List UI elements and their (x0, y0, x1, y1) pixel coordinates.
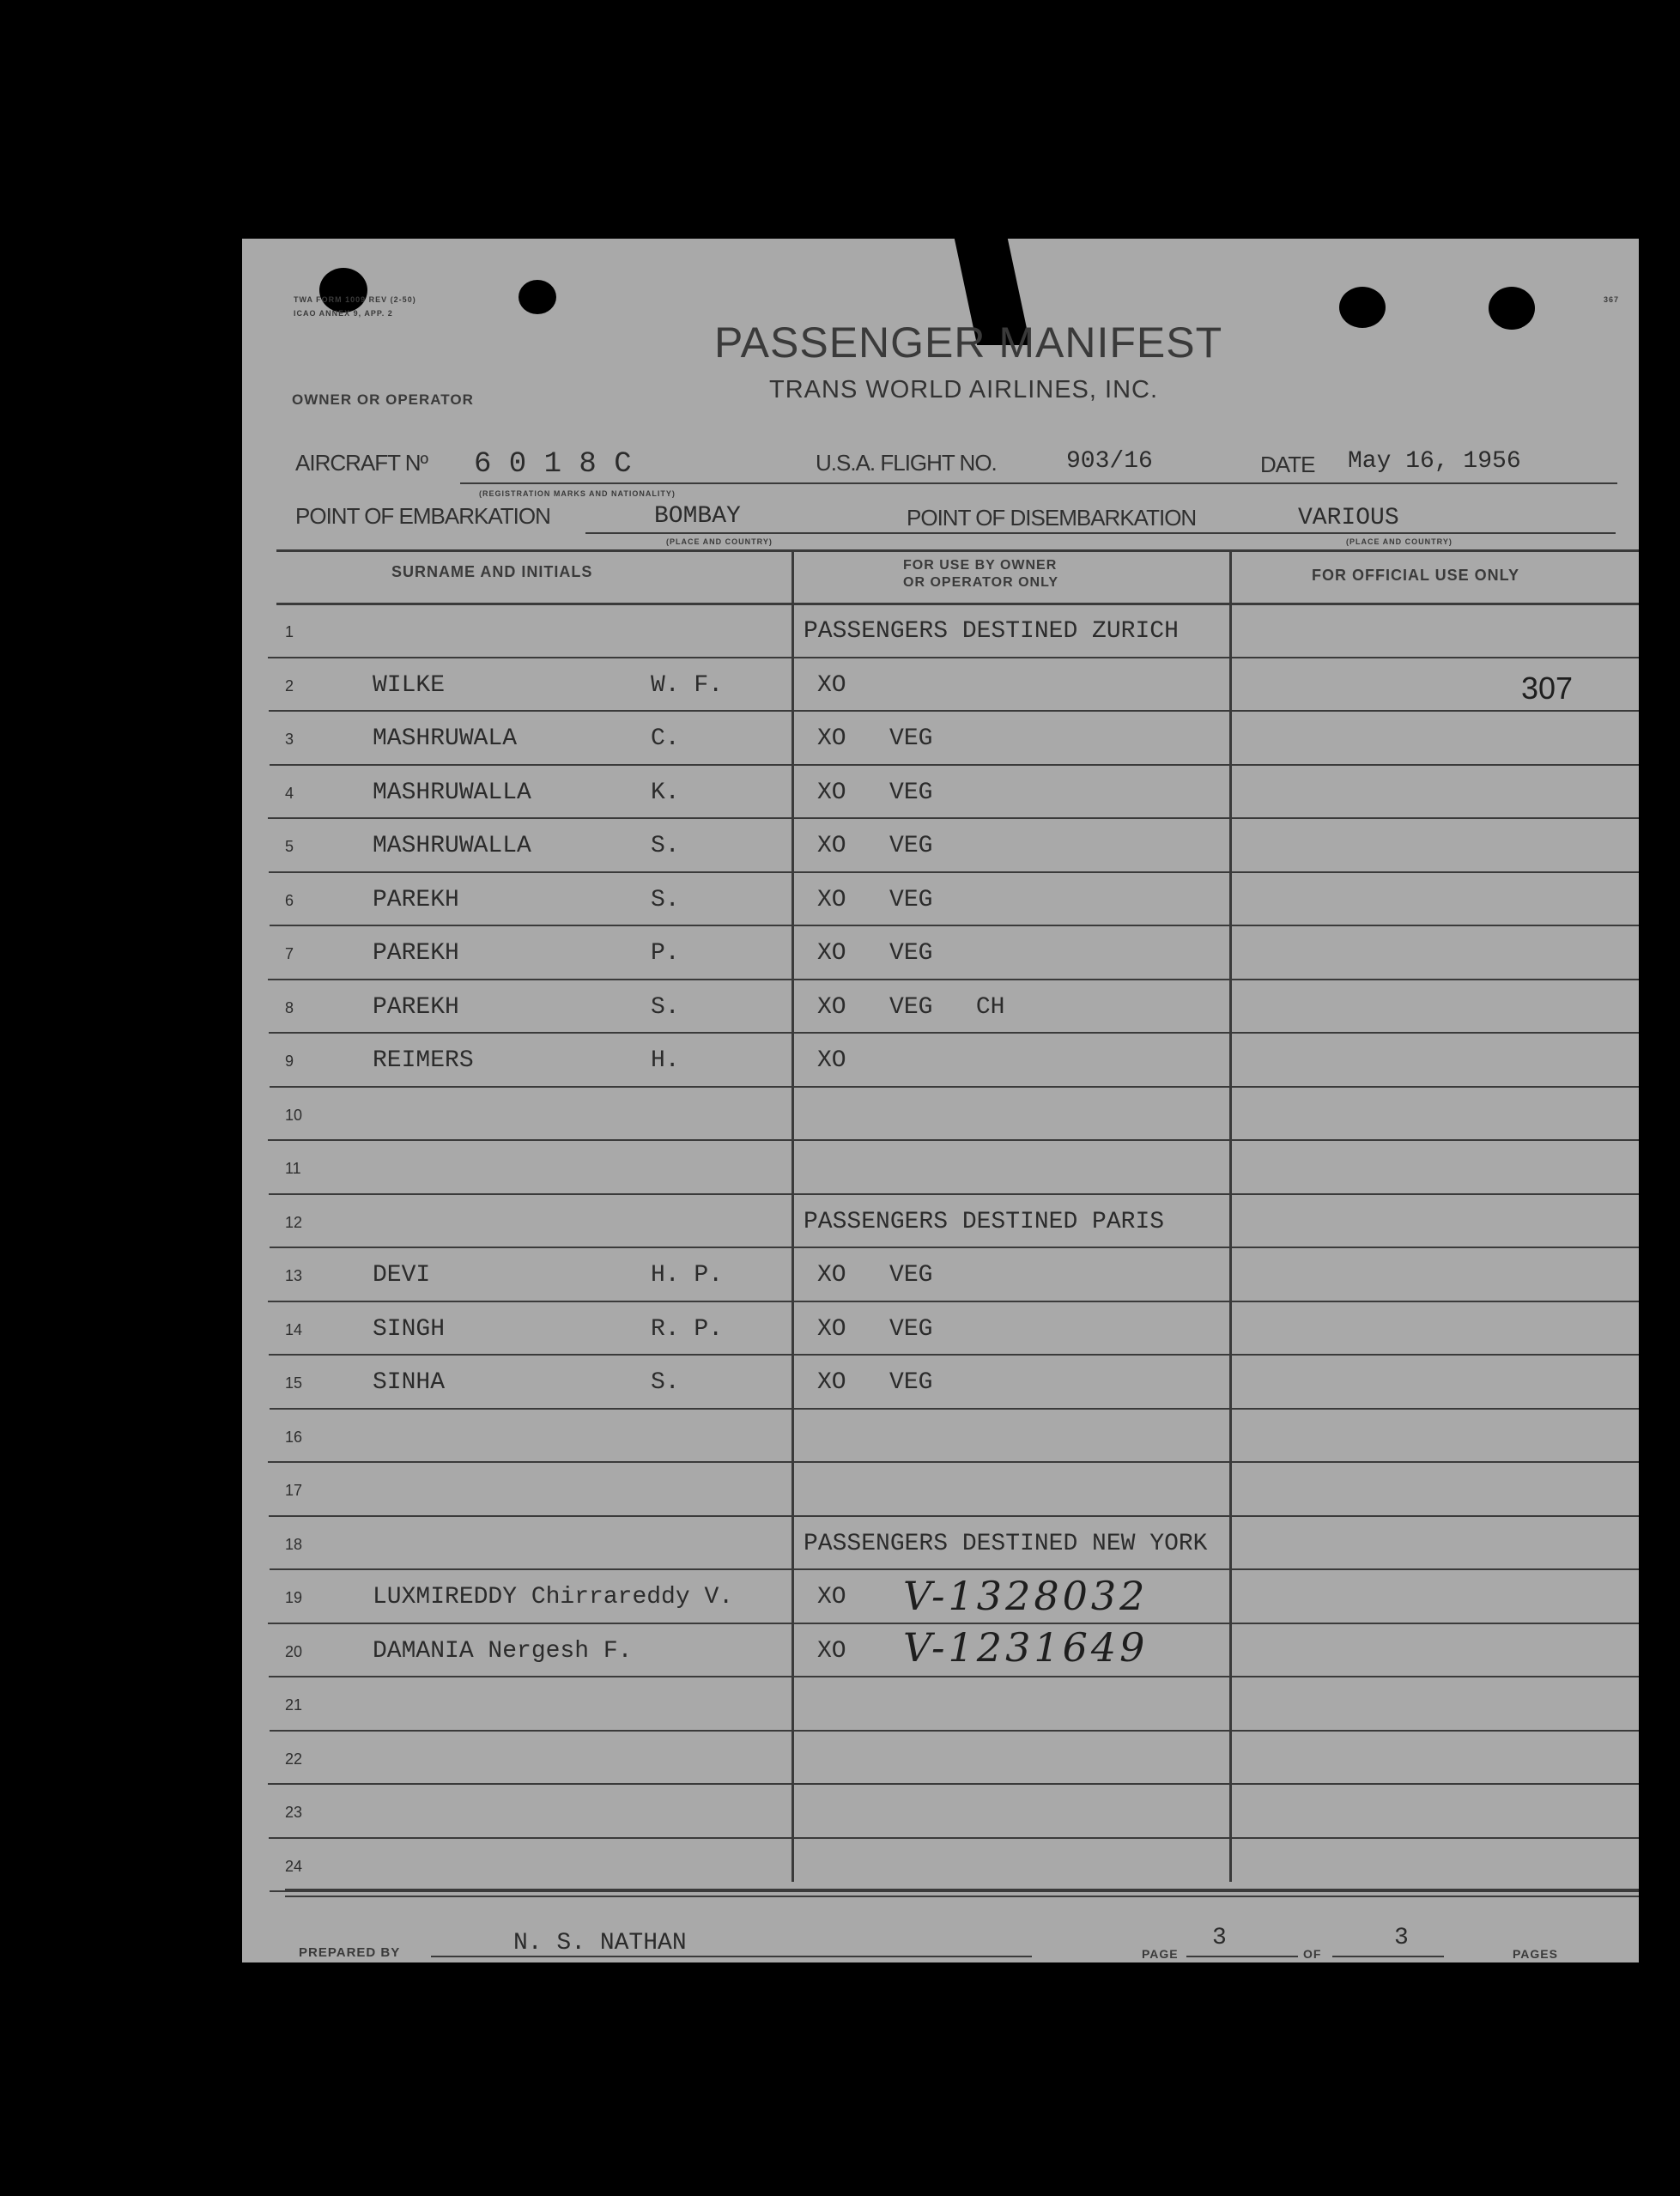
owner-notes: XO VEG (817, 833, 933, 859)
owner-notes: PASSENGERS DESTINED ZURICH (804, 618, 1179, 645)
column-header-surname: SURNAME AND INITIALS (391, 563, 593, 580)
row-number: 12 (285, 1213, 303, 1231)
passenger-initials: H. (651, 1047, 680, 1074)
airline-name: TRANS WORLD AIRLINES, INC. (769, 376, 1159, 403)
punch-hole-right (1339, 287, 1386, 328)
row-rule (268, 1301, 1639, 1302)
passenger-initials: S. (651, 833, 680, 859)
owner-notes: XO VEG CH (817, 993, 1005, 1021)
owner-notes: XO VEG (817, 1315, 933, 1343)
column-header-owner-2: OR OPERATOR ONLY (903, 575, 1059, 590)
column-header-official: FOR OFFICIAL USE ONLY (1312, 567, 1520, 584)
punch-hole-left-2 (519, 280, 556, 314)
passenger-surname: PAREKH (373, 886, 459, 913)
passenger-surname: WILKE (373, 671, 446, 699)
aircraft-label: AIRCRAFT Nº (295, 450, 428, 476)
owner-notes: PASSENGERS DESTINED NEW YORK (804, 1530, 1208, 1557)
passenger-surname: SINGH (373, 1315, 446, 1343)
row-rule (269, 1515, 1639, 1517)
owner-label: OWNER OR OPERATOR (292, 391, 474, 408)
of-label: OF (1303, 1947, 1322, 1961)
row-rule (270, 764, 1639, 766)
row-number: 1 (285, 623, 294, 640)
row-rule (268, 979, 1639, 980)
row-rule (270, 1086, 1639, 1088)
pages-label: PAGES (1513, 1947, 1558, 1961)
form-number: TWA FORM 1009 REV (2-50) (294, 295, 416, 304)
prepared-by-value: N. S. NATHAN (513, 1930, 687, 1956)
passenger-surname: SINHA (373, 1369, 446, 1396)
owner-notes: XO VEG (817, 1369, 933, 1396)
row-rule (268, 657, 1639, 658)
disembarkation-value: VARIOUS (1298, 505, 1399, 531)
row-number: 19 (285, 1589, 303, 1606)
row-rule (269, 1837, 1639, 1839)
row-number: 13 (285, 1267, 303, 1284)
header-rule-1 (460, 482, 1617, 484)
row-rule (269, 710, 1639, 712)
row-number: 21 (285, 1696, 303, 1714)
owner-notes: XO VEG (817, 940, 933, 967)
icao-reference: ICAO ANNEX 9, APP. 2 (294, 309, 393, 318)
table-bottom-rule-2 (285, 1896, 1639, 1897)
table-bottom-rule (285, 1889, 1639, 1892)
row-rule (268, 1783, 1639, 1785)
aircraft-value: 6 0 1 8 C (474, 448, 632, 481)
owner-notes: XO VEG (817, 779, 933, 806)
disembarkation-label: POINT OF DISEMBARKATION (907, 505, 1197, 531)
passenger-initials: S. (651, 886, 680, 913)
embarkation-value: BOMBAY (654, 503, 741, 530)
passenger-initials: S. (651, 993, 680, 1021)
row-number: 9 (285, 1053, 294, 1070)
passenger-surname: PAREKH (373, 940, 459, 967)
row-number: 8 (285, 998, 294, 1016)
row-rule (268, 1461, 1639, 1463)
row-number: 10 (285, 1106, 303, 1124)
column-divider-2 (1229, 551, 1232, 1882)
row-number: 18 (285, 1535, 303, 1553)
embarkation-label: POINT OF EMBARKATION (295, 503, 550, 529)
flight-label: U.S.A. FLIGHT NO. (816, 450, 997, 476)
owner-notes: XO VEG (817, 725, 933, 752)
passenger-initials: K. (651, 779, 680, 806)
corner-number: 367 (1604, 295, 1620, 304)
date-label: DATE (1260, 452, 1315, 477)
row-rule (270, 1568, 1639, 1570)
header-rule-2 (585, 532, 1616, 534)
form-title: PASSENGER MANIFEST (714, 318, 1223, 367)
row-rule (270, 1730, 1639, 1732)
row-rule (270, 925, 1639, 926)
table-top-rule (276, 549, 1639, 552)
owner-notes: XO (817, 671, 846, 699)
passenger-surname: DAMANIA Nergesh F. (373, 1637, 633, 1665)
row-rule (269, 871, 1639, 873)
manifest-sheet (242, 239, 1639, 1962)
header-bottom-rule (276, 603, 1639, 605)
disembarkation-subcaption: (PLACE AND COUNTRY) (1346, 537, 1453, 546)
owner-notes: XO VEG (817, 886, 933, 913)
prepared-by-label: PREPARED BY (299, 1945, 401, 1960)
row-number: 3 (285, 731, 294, 748)
column-header-owner-1: FOR USE BY OWNER (903, 558, 1058, 573)
owner-notes: XO (817, 1047, 846, 1074)
column-divider-1 (791, 551, 794, 1882)
passenger-surname: MASHRUWALA (373, 725, 518, 752)
row-number: 24 (285, 1857, 303, 1875)
row-rule (268, 1139, 1639, 1141)
row-rule (269, 1193, 1639, 1195)
handwritten-visa-row19: V-1328032 (903, 1573, 1149, 1619)
passenger-initials: W. F. (651, 671, 724, 699)
row-rule (268, 817, 1639, 819)
embarkation-subcaption: (PLACE AND COUNTRY) (666, 537, 773, 546)
passenger-initials: S. (651, 1369, 680, 1396)
owner-notes: XO (817, 1637, 846, 1665)
passenger-surname: MASHRUWALLA (373, 833, 531, 859)
of-rule (1332, 1956, 1444, 1957)
page-rule (1186, 1956, 1298, 1957)
row-number: 7 (285, 945, 294, 962)
of-value: 3 (1394, 1925, 1409, 1951)
row-rule (270, 1247, 1639, 1248)
row-rule (269, 1032, 1639, 1034)
aircraft-subcaption: (REGISTRATION MARKS AND NATIONALITY) (479, 489, 676, 498)
official-use: 307 (1521, 670, 1574, 706)
row-number: 4 (285, 784, 294, 802)
owner-notes: XO VEG (817, 1262, 933, 1289)
passenger-initials: H. P. (651, 1262, 724, 1289)
page-value: 3 (1212, 1925, 1227, 1951)
row-number: 15 (285, 1374, 303, 1392)
row-number: 16 (285, 1428, 303, 1446)
flight-value: 903/16 (1066, 448, 1153, 475)
passenger-surname: DEVI (373, 1262, 431, 1289)
row-number: 23 (285, 1804, 303, 1821)
row-rule (269, 1676, 1639, 1677)
passenger-surname: MASHRUWALLA (373, 779, 531, 806)
passenger-surname: PAREKH (373, 993, 459, 1021)
handwritten-visa-row20: V-1231649 (903, 1624, 1149, 1671)
row-number: 17 (285, 1482, 303, 1499)
row-number: 20 (285, 1642, 303, 1660)
passenger-initials: C. (651, 725, 680, 752)
row-number: 2 (285, 676, 294, 695)
row-number: 14 (285, 1320, 303, 1338)
owner-notes: PASSENGERS DESTINED PARIS (804, 1208, 1165, 1235)
punch-hole-left (319, 268, 367, 312)
passenger-initials: R. P. (651, 1315, 724, 1343)
row-number: 5 (285, 838, 294, 855)
punch-hole-right-2 (1489, 287, 1535, 330)
passenger-initials: P. (651, 940, 680, 967)
page-label: PAGE (1142, 1947, 1179, 1961)
row-number: 6 (285, 891, 294, 909)
passenger-surname: LUXMIREDDY Chirrareddy V. (373, 1584, 734, 1611)
row-rule (270, 1408, 1639, 1410)
row-number: 22 (285, 1750, 303, 1768)
row-rule (269, 1354, 1639, 1356)
passenger-surname: REIMERS (373, 1047, 474, 1074)
date-value: May 16, 1956 (1348, 448, 1521, 475)
row-number: 11 (285, 1160, 301, 1177)
owner-notes: XO (817, 1584, 846, 1611)
